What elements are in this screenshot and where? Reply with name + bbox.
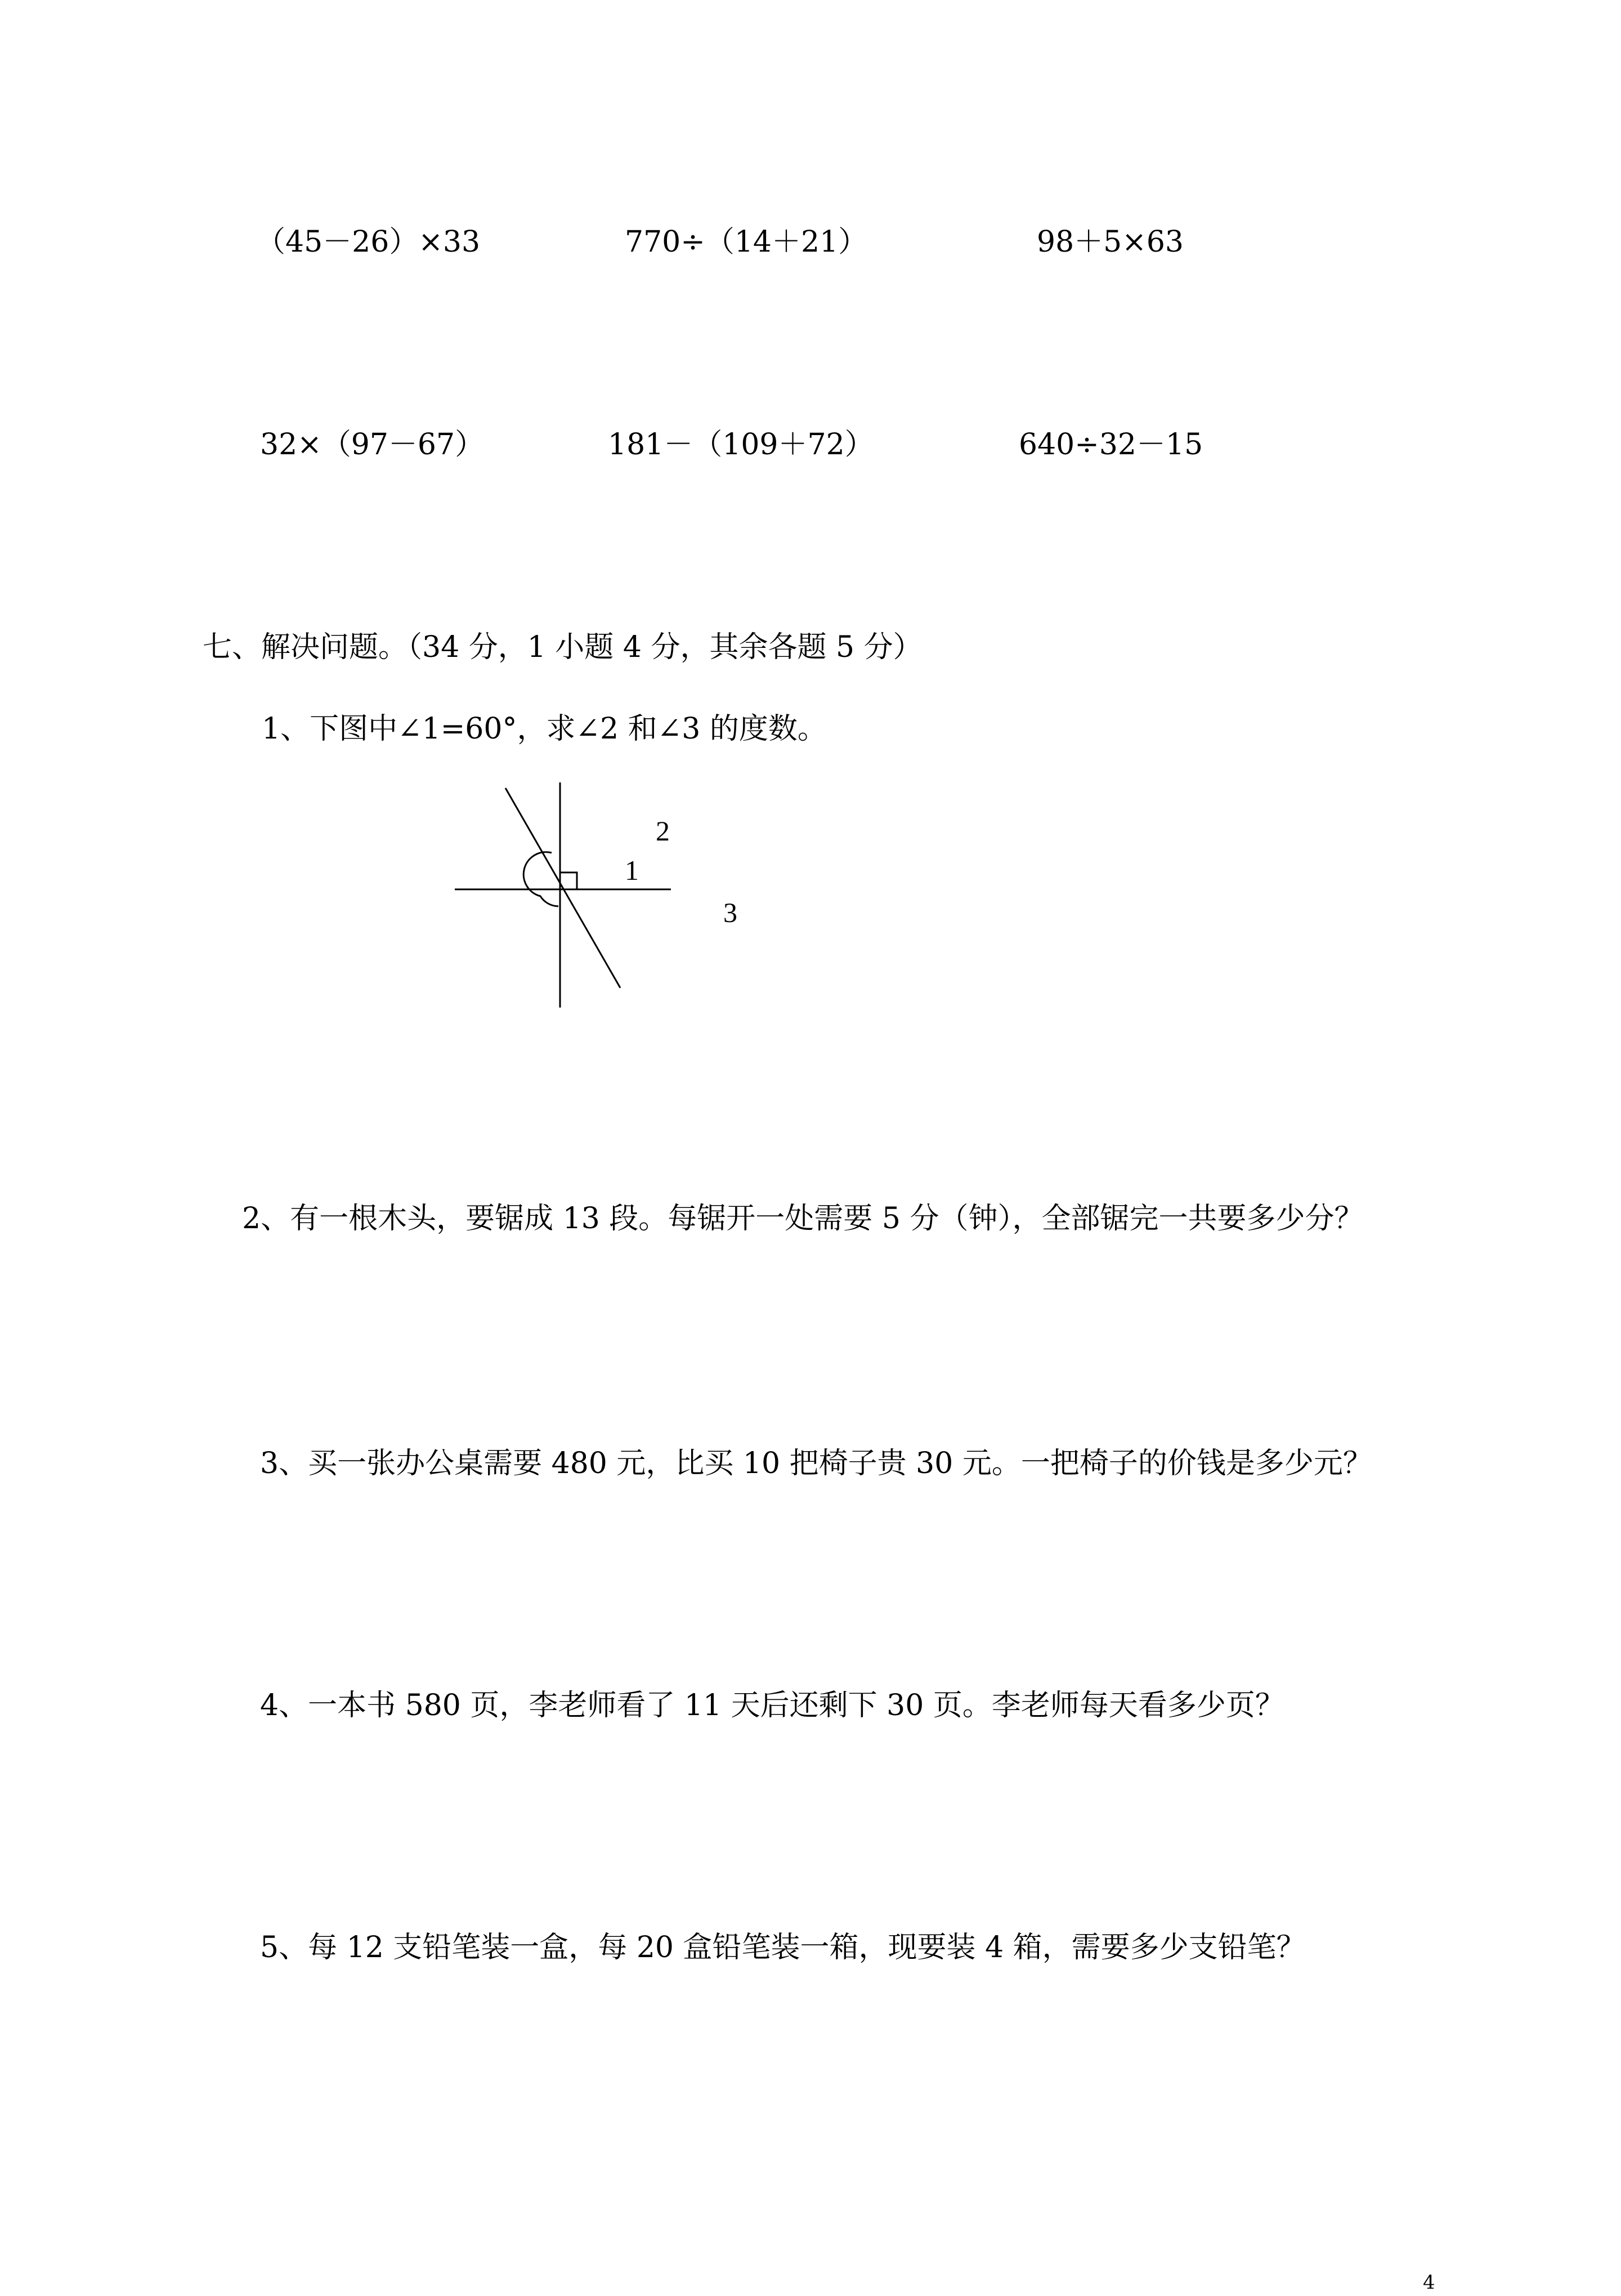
slanted-line — [505, 788, 620, 988]
question-5: 5、每 12 支铅笔装一盒，每 20 盒铅笔装一箱，现要装 4 箱，需要多少支铅笔？ — [260, 1931, 1306, 1964]
question-1: 1、下图中∠1=60°，求∠2 和∠3 的度数。 — [262, 712, 827, 746]
angle-label-3: 3 — [723, 897, 737, 928]
question-2: 2、有一根木头，要锯成 13 段。每锯开一处需要 5 分（钟），全部锯完一共要多少分？ — [242, 1202, 1364, 1236]
expression-5: 181－（109＋72） — [608, 428, 874, 462]
expression-3: 98＋5×63 — [1037, 225, 1184, 259]
section-title: 七、解决问题。（34 分，1 小题 4 分，其余各题 5 分） — [203, 630, 923, 664]
angle-figure — [439, 777, 754, 1019]
expression-4: 32×（97－67） — [260, 428, 485, 462]
angle-label-2: 2 — [656, 815, 670, 847]
expression-1: （45－26）×33 — [256, 225, 481, 259]
page-number: 4 — [1423, 2271, 1435, 2294]
question-4: 4、一本书 580 页，李老师看了 11 天后还剩下 30 页。李老师每天看多少页？ — [260, 1689, 1284, 1722]
expression-6: 640÷32－15 — [1019, 428, 1203, 462]
angle-arc — [523, 852, 558, 906]
angle-label-1: 1 — [625, 854, 639, 886]
expression-2: 770÷（14＋21） — [625, 225, 868, 259]
question-3: 3、买一张办公桌需要 480 元，比买 10 把椅子贵 30 元。一把椅子的价钱是多少元？ — [260, 1447, 1372, 1480]
